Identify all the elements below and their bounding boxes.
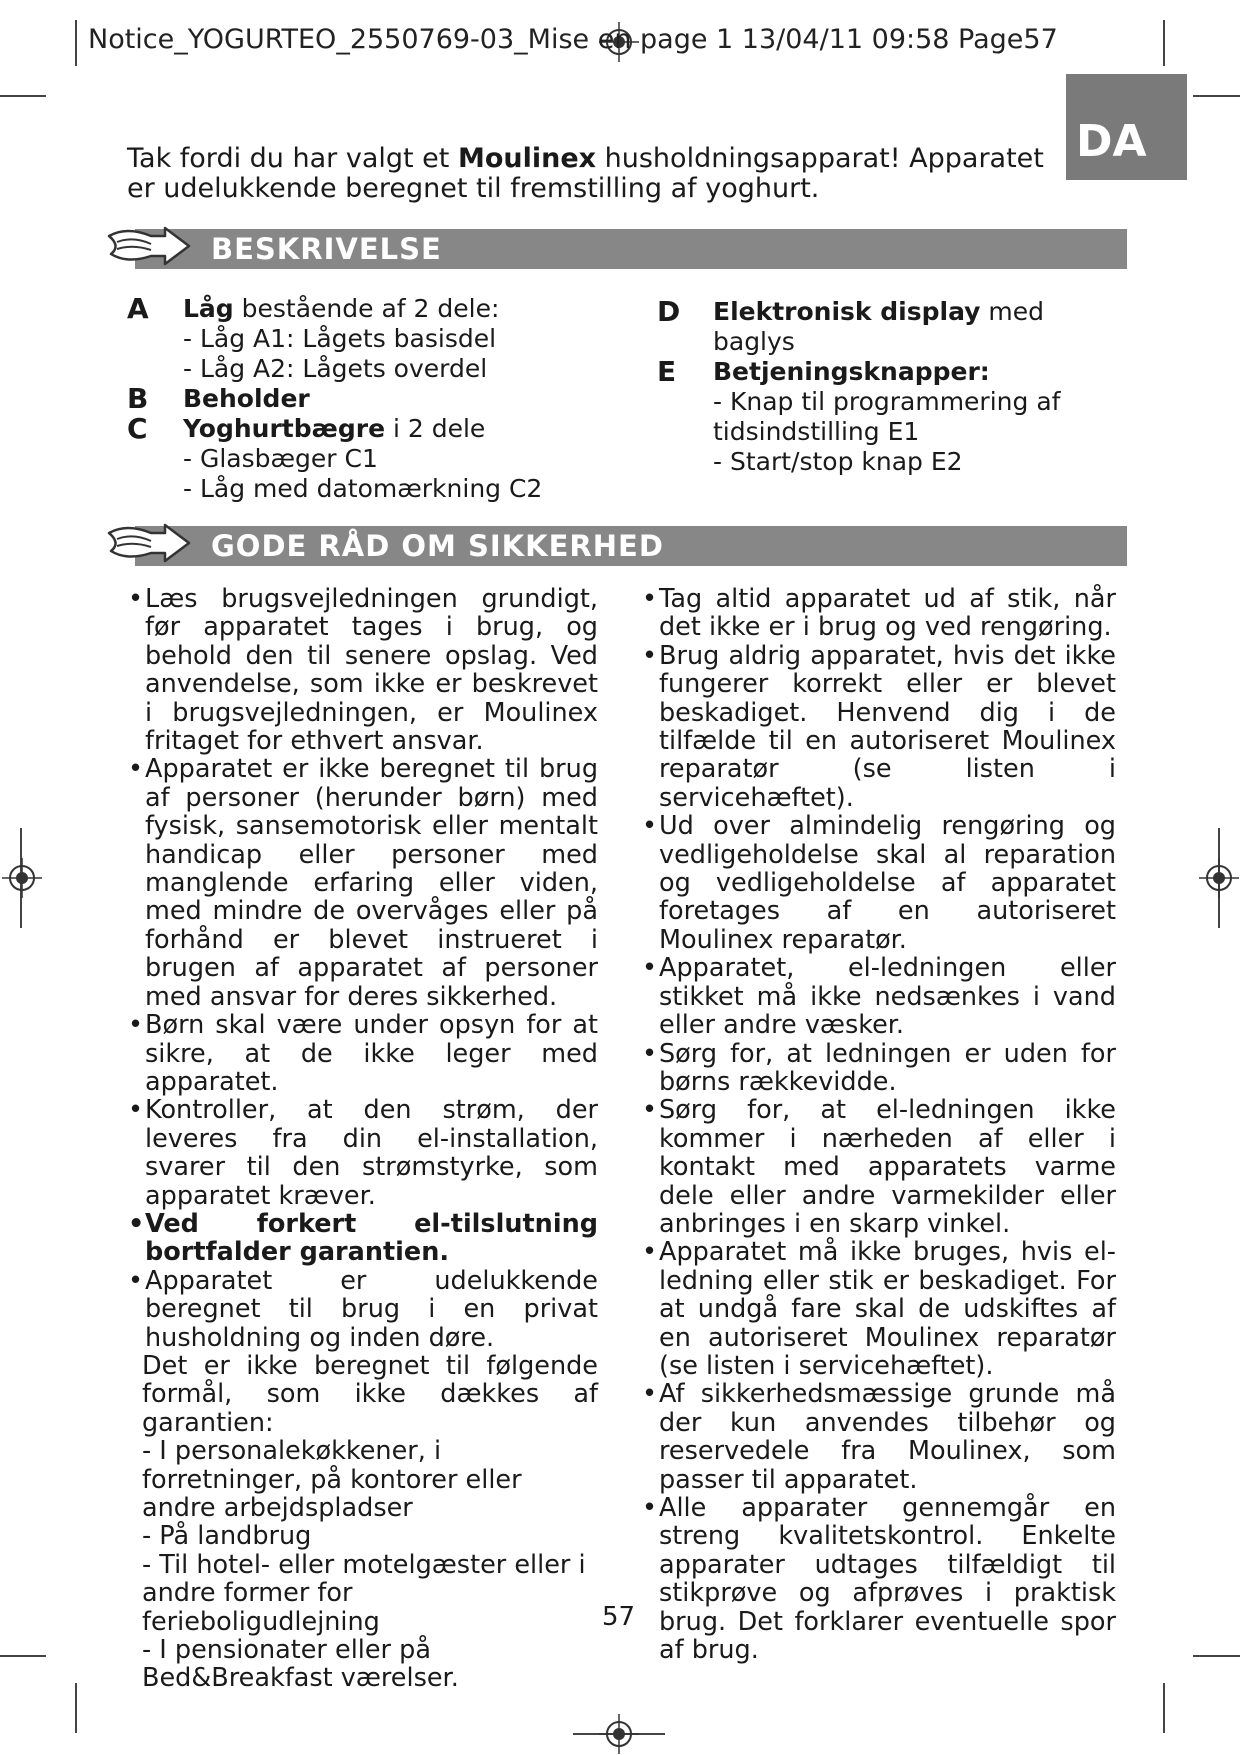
safety-text: Apparatet er ikke beregnet til brug af personer (herunder børn) med fysisk, sansemotorisk eller mentalt handicap eller personer med manglende erfaring eller viden, med mindre de overvåges eller på forhånd er blevet instrueret i brugen af apparatet af personer med ansvar for deres sikkerhed.: [145, 754, 598, 1012]
section-bar-safety: [135, 526, 1127, 566]
section-title: GODE RÅD OM SIKKERHED: [211, 529, 664, 563]
safety-item: [642, 812, 1116, 954]
exclusion-line: - På landbrug: [142, 1521, 312, 1552]
exclusion-line: - Til hotel- eller motelgæster eller i andre former for ferieboligudlejning: [142, 1549, 586, 1637]
sub-item: - Glasbæger C1: [183, 444, 378, 473]
exclusion-intro: Det er ikke beregnet til følgende formål, som ikke dækkes af garantien:: [142, 1350, 598, 1438]
safety-text: Tag altid apparatet ud af stik, når det ikke er i brug og ved rengøring.: [659, 584, 1116, 643]
item-letter: C: [127, 412, 148, 445]
language-tab: [1066, 74, 1187, 180]
bullet-icon: •: [128, 754, 144, 785]
item-letter: B: [127, 382, 149, 415]
item-detail: bestående af 2 dele:: [233, 294, 500, 323]
item-letter: D: [657, 295, 681, 328]
crop-mark: [1163, 20, 1165, 66]
bullet-icon: •: [128, 1265, 144, 1296]
safety-item: [642, 1380, 1116, 1494]
bullet-icon: •: [642, 1095, 658, 1126]
intro-text-end: husholdningsapparat! Apparatet er udelukkende beregnet til fremstilling af yoghurt.: [127, 143, 1044, 204]
safety-text: Ud over almindelig rengøring og vedligeholdelse skal al reparation og vedligeholdelse af apparatet foretages af en autoriseret Moulinex reparatør.: [659, 811, 1116, 955]
safety-text: Af sikkerhedsmæssige grunde må der kun anvendes tilbehør og reservedele fra Moulinex, som passer til apparatet.: [659, 1379, 1116, 1495]
sub-item: - Låg A1: Lågets basisdel: [183, 324, 497, 353]
safety-text: Læs brugsvejledningen grundigt, før apparatet tages i brug, og behold den til senere opslag. Ved anvendelse, som ikke er beskrevet i brugsvejledningen, er Moulinex fritaget for ethvert ansvar.: [145, 584, 598, 757]
crop-mark: [0, 1655, 46, 1657]
sub-item: - Låg A2: Lågets overdel: [183, 354, 488, 383]
bullet-icon: •: [128, 1095, 144, 1126]
item-detail: med baglys: [713, 297, 1045, 356]
safety-item: [642, 1494, 1116, 1664]
safety-item-warning: [128, 1210, 598, 1267]
sub-item: - Låg med datomærkning C2: [183, 474, 543, 503]
safety-item: [642, 1096, 1116, 1238]
intro-text: Tak fordi du har valgt et: [127, 143, 458, 174]
safety-item: [128, 1267, 598, 1352]
safety-text: Alle apparater gennemgår en streng kvalitetskontrol. Enkelte apparater udtages tilfældigt til stikprøve og afprøves i praktisk brug. Det forklarer eventuelle spor af brug.: [659, 1493, 1116, 1666]
safety-text: Apparatet må ikke bruges, hvis el-ledning eller stik er beskadiget. For at undgå fare skal de udskiftes af en autoriseret Moulinex reparatør (se listen i servicehæftet).: [659, 1237, 1116, 1381]
registration-mark-icon: [1199, 858, 1239, 898]
safety-text: Sørg for, at ledningen er uden for børns rækkevidde.: [659, 1038, 1116, 1097]
safety-text: Brug aldrig apparatet, hvis det ikke fungerer korrekt eller er blevet beskadiget. Henvend dig i de tilfælde til en autoriseret Moulinex reparatør (se listen i servicehæftet).: [659, 640, 1116, 813]
crop-mark: [0, 95, 46, 97]
safety-text: Sørg for, at el-ledningen ikke kommer i nærheden af eller i kontakt med apparatets varme dele eller andre varmekilder eller anbringes i en skarp vinkel.: [659, 1095, 1116, 1239]
crop-mark: [75, 1683, 77, 1733]
sub-item: tidsindstilling E1: [713, 417, 920, 446]
sub-item: - Start/stop knap E2: [713, 447, 963, 476]
section-title: BESKRIVELSE: [211, 232, 442, 266]
safety-text: Kontroller, at den strøm, der leveres fra din el-installation, svarer til den strømstyrke, som apparatet kræver.: [145, 1095, 598, 1211]
page-number: 57: [602, 1602, 636, 1632]
safety-column-left: [128, 585, 598, 1693]
bullet-icon: •: [128, 584, 144, 614]
description-list-left: [127, 294, 647, 504]
bullet-icon: •: [642, 1038, 658, 1069]
bullet-icon: •: [642, 584, 658, 614]
bullet-icon: •: [642, 1237, 658, 1268]
item-name: Låg: [183, 294, 234, 323]
exclusion-line: - I pensionater eller på Bed&Breakfast værelser.: [142, 1635, 459, 1694]
item-letter: A: [127, 292, 149, 325]
safety-item: [128, 1011, 598, 1096]
registration-mark-icon: [2, 858, 42, 898]
safety-item: [642, 954, 1116, 1039]
safety-item: [128, 585, 598, 755]
safety-column-right: [642, 585, 1116, 1664]
crop-mark: [1193, 1655, 1240, 1657]
safety-item: [642, 642, 1116, 812]
bullet-icon: •: [642, 1379, 658, 1410]
bullet-icon: •: [642, 953, 658, 984]
description-item-e: [657, 357, 1127, 387]
registration-mark-icon: [599, 1714, 639, 1754]
safety-item: [642, 585, 1116, 642]
description-item-a: [127, 294, 647, 324]
bullet-icon: •: [642, 1493, 658, 1523]
crop-mark: [1163, 1683, 1165, 1733]
safety-text: Ved forkert el-tilslutning bortfalder garantien.: [145, 1208, 598, 1268]
sub-item: - Knap til programmering af: [713, 387, 1061, 416]
language-tab-label: DA: [1076, 116, 1147, 167]
safety-item: [128, 755, 598, 1011]
item-letter: E: [657, 355, 677, 388]
item-name: Elektronisk display: [713, 297, 981, 326]
description-item-c: [127, 414, 647, 444]
bullet-icon: •: [642, 811, 658, 842]
exclusion-line: - I personalekøkkener, i forretninger, på kontorer eller andre arbejdspladser: [142, 1436, 522, 1523]
item-detail: i 2 dele: [385, 414, 486, 443]
description-item-b: [127, 384, 647, 414]
safety-text: Apparatet er udelukkende beregnet til brug i en privat husholdning og inden døre.: [145, 1265, 598, 1353]
bullet-icon: •: [642, 640, 658, 671]
print-slug: Notice_YOGURTEO_2550769-03_Mise en page 1 13/04/11 09:58 Page57: [88, 24, 1058, 55]
safety-text: Børn skal være under opsyn for at sikre, at de ikke leger med apparatet.: [145, 1010, 598, 1097]
crop-mark: [75, 20, 77, 66]
item-name: Betjeningsknapper:: [713, 357, 990, 386]
description-list-right: [657, 297, 1127, 477]
item-name: Beholder: [183, 384, 310, 413]
pointing-arrow-icon: [107, 519, 191, 569]
section-bar-description: [135, 229, 1127, 269]
intro-paragraph: [127, 144, 1057, 204]
safety-item: [642, 1238, 1116, 1380]
pointing-arrow-icon: [107, 222, 191, 272]
safety-item: [128, 1096, 598, 1210]
bullet-icon: •: [128, 1208, 145, 1239]
crop-mark: [1193, 95, 1240, 97]
bullet-icon: •: [128, 1010, 144, 1041]
description-item-d: [657, 297, 1127, 357]
intro-brand: Moulinex: [457, 143, 597, 174]
safety-text: Apparatet, el-ledningen eller stikket må ikke nedsænkes i vand eller andre væsker.: [659, 953, 1116, 1041]
safety-item: [642, 1040, 1116, 1097]
item-name: Yoghurtbægre: [183, 414, 386, 443]
